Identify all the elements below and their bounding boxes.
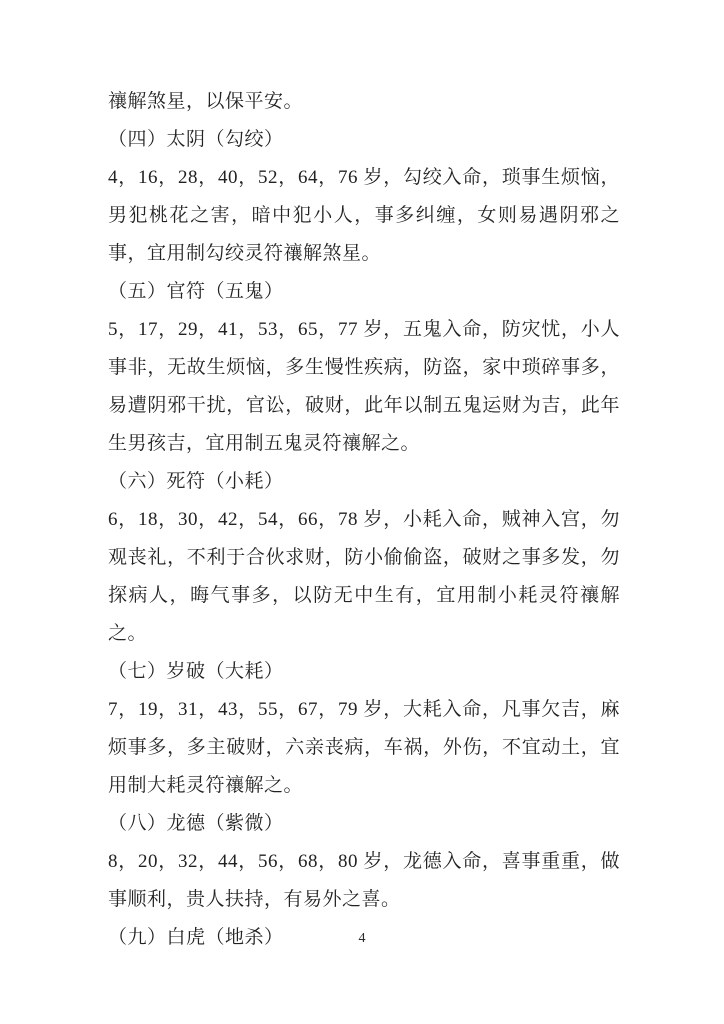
- section-body: 8，20，32，44，56，68，80 岁，龙德入命，喜事重重，做事顺利，贵人扶持，有易外之喜。: [108, 851, 620, 910]
- section-body: 7，19，31，43，55，67，79 岁，大耗入命，凡事欠吉，麻烦事多，多主破财，六亲丧病，车祸，外伤，不宜动土，宜用制大耗灵符禳解之。: [108, 699, 620, 796]
- page-number: 4: [358, 931, 366, 946]
- section-heading: （六）死符（小耗）: [108, 471, 284, 492]
- section-heading: （七）岁破（大耗）: [108, 661, 284, 682]
- section-longde: [108, 805, 620, 919]
- section-heading: （四）太阴（勾绞）: [108, 129, 284, 150]
- intro-paragraph: 禳解煞星，以保平安。: [108, 91, 304, 112]
- section-body: 5，17，29，41，53，65，77 岁，五鬼入命，防灾忧，小人事非，无故生烦恼，多生慢性疾病，防盗，家中琐碎事多，易遭阴邪干扰，官讼，破财，此年以制五鬼运财为吉，此年生男孩吉，宜用制五鬼灵符禳解之。: [108, 319, 620, 454]
- section-taiyin: [108, 121, 620, 273]
- section-heading: （九）白虎（地杀）: [108, 927, 284, 948]
- section-heading: （八）龙德（紫微）: [108, 813, 284, 834]
- section-sifu: [108, 463, 620, 653]
- section-suipo: [108, 653, 620, 805]
- section-heading: （五）官符（五鬼）: [108, 281, 284, 302]
- section-body: 6，18，30，42，54，66，78 岁，小耗入命，贼神入宫，勿观丧礼，不利于合伙求财，防小偷偷盗，破财之事多发，勿探病人，晦气事多，以防无中生有，宜用制小耗灵符禳解之。: [108, 509, 620, 644]
- section-guanfu: [108, 273, 620, 463]
- document-content: [108, 83, 620, 957]
- section-body: 4，16，28，40，52，64，76 岁，勾绞入命，琐事生烦恼，男犯桃花之害，暗中犯小人，事多纠缠，女则易遇阴邪之事，宜用制勾绞灵符禳解煞星。: [108, 167, 620, 264]
